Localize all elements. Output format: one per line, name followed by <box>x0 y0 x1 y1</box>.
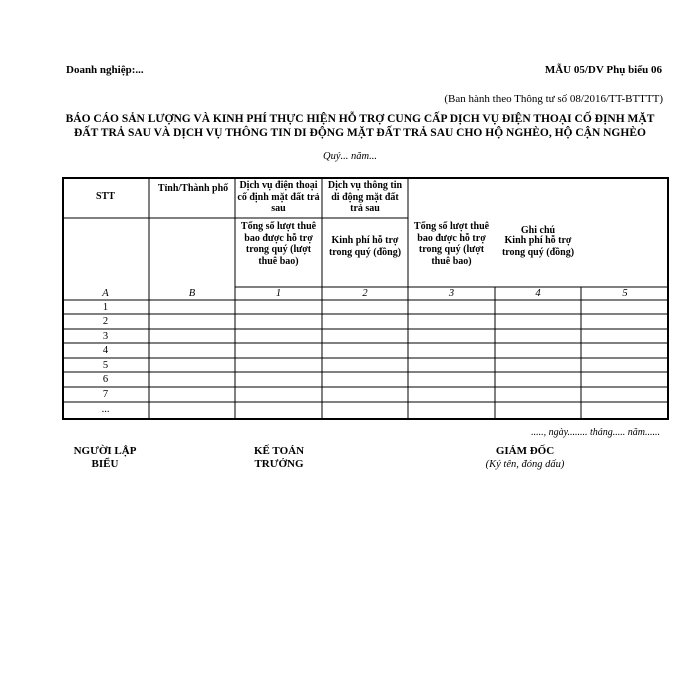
subheader-mobile-funding: Kinh phí hỗ trợ trong quý (đồng) <box>501 235 575 258</box>
table-row-number: 6 <box>102 374 109 385</box>
signature-preparer: NGƯỜI LẬP BIỂU <box>73 445 137 470</box>
table-row-number: 7 <box>102 389 109 400</box>
index-cell-b: B <box>188 288 196 299</box>
table-row-number: 2 <box>102 316 109 327</box>
subheader-mobile-subscribers: Tổng số lượt thuê bao được hỗ trợ trong quý (lượt thuê bao) <box>413 221 490 267</box>
header-fixed-service: Dịch vụ điện thoại cố định mặt đất trả sau <box>237 180 320 214</box>
issued-by-note: (Ban hành theo Thông tư số 08/2016/TT-BTTTT) <box>444 93 663 105</box>
report-table <box>62 177 669 420</box>
table-row-number: 4 <box>102 345 109 356</box>
table-row-number: 5 <box>102 360 109 371</box>
header-province: Tỉnh/Thành phố <box>157 183 229 194</box>
form-code: MẪU 05/DV Phụ biểu 06 <box>544 64 662 76</box>
index-cell-2: 2 <box>362 288 368 299</box>
company-label: Doanh nghiệp:... <box>66 64 144 76</box>
signature-director-note: (Ký tên, đóng dấu) <box>485 459 565 470</box>
report-title-line-2: ĐẤT TRẢ SAU VÀ DỊCH VỤ THÔNG TIN DI ĐỘNG MẶT ĐẤT TRẢ SAU CHO HỘ NGHÈO, HỘ CẬN NGHÈO <box>74 127 646 139</box>
subheader-fixed-funding: Kinh phí hỗ trợ trong quý (đồng) <box>328 235 402 258</box>
signature-chief-accountant: KẾ TOÁN TRƯỞNG <box>253 445 305 470</box>
table-row-number: ... <box>101 404 110 415</box>
table-row-number: 1 <box>102 302 109 313</box>
header-mobile-service: Dịch vụ thông tin di động mặt đất trả sau <box>327 180 403 214</box>
date-line: ....., ngày........ tháng..... năm...... <box>531 427 660 438</box>
index-cell-3: 3 <box>448 288 455 299</box>
subheader-fixed-subscribers: Tổng số lượt thuê bao được hỗ trợ trong quý (lượt thuê bao) <box>240 221 317 267</box>
signature-director: GIÁM ĐỐC <box>495 445 555 457</box>
header-note: Ghi chú <box>520 225 556 236</box>
report-title-line-1: BÁO CÁO SẢN LƯỢNG VÀ KINH PHÍ THỰC HIỆN HỖ TRỢ CUNG CẤP DỊCH VỤ ĐIỆN THOẠI CỐ ĐỊNH MẶT <box>65 113 655 125</box>
index-cell-4: 4 <box>535 288 541 299</box>
header-stt: STT <box>96 191 115 202</box>
table-row-number: 3 <box>102 331 109 342</box>
index-cell-a: A <box>102 288 109 299</box>
report-title <box>50 112 670 140</box>
index-cell-5: 5 <box>622 288 628 299</box>
report-period: Quý... năm... <box>323 151 377 162</box>
index-cell-1: 1 <box>275 288 282 299</box>
